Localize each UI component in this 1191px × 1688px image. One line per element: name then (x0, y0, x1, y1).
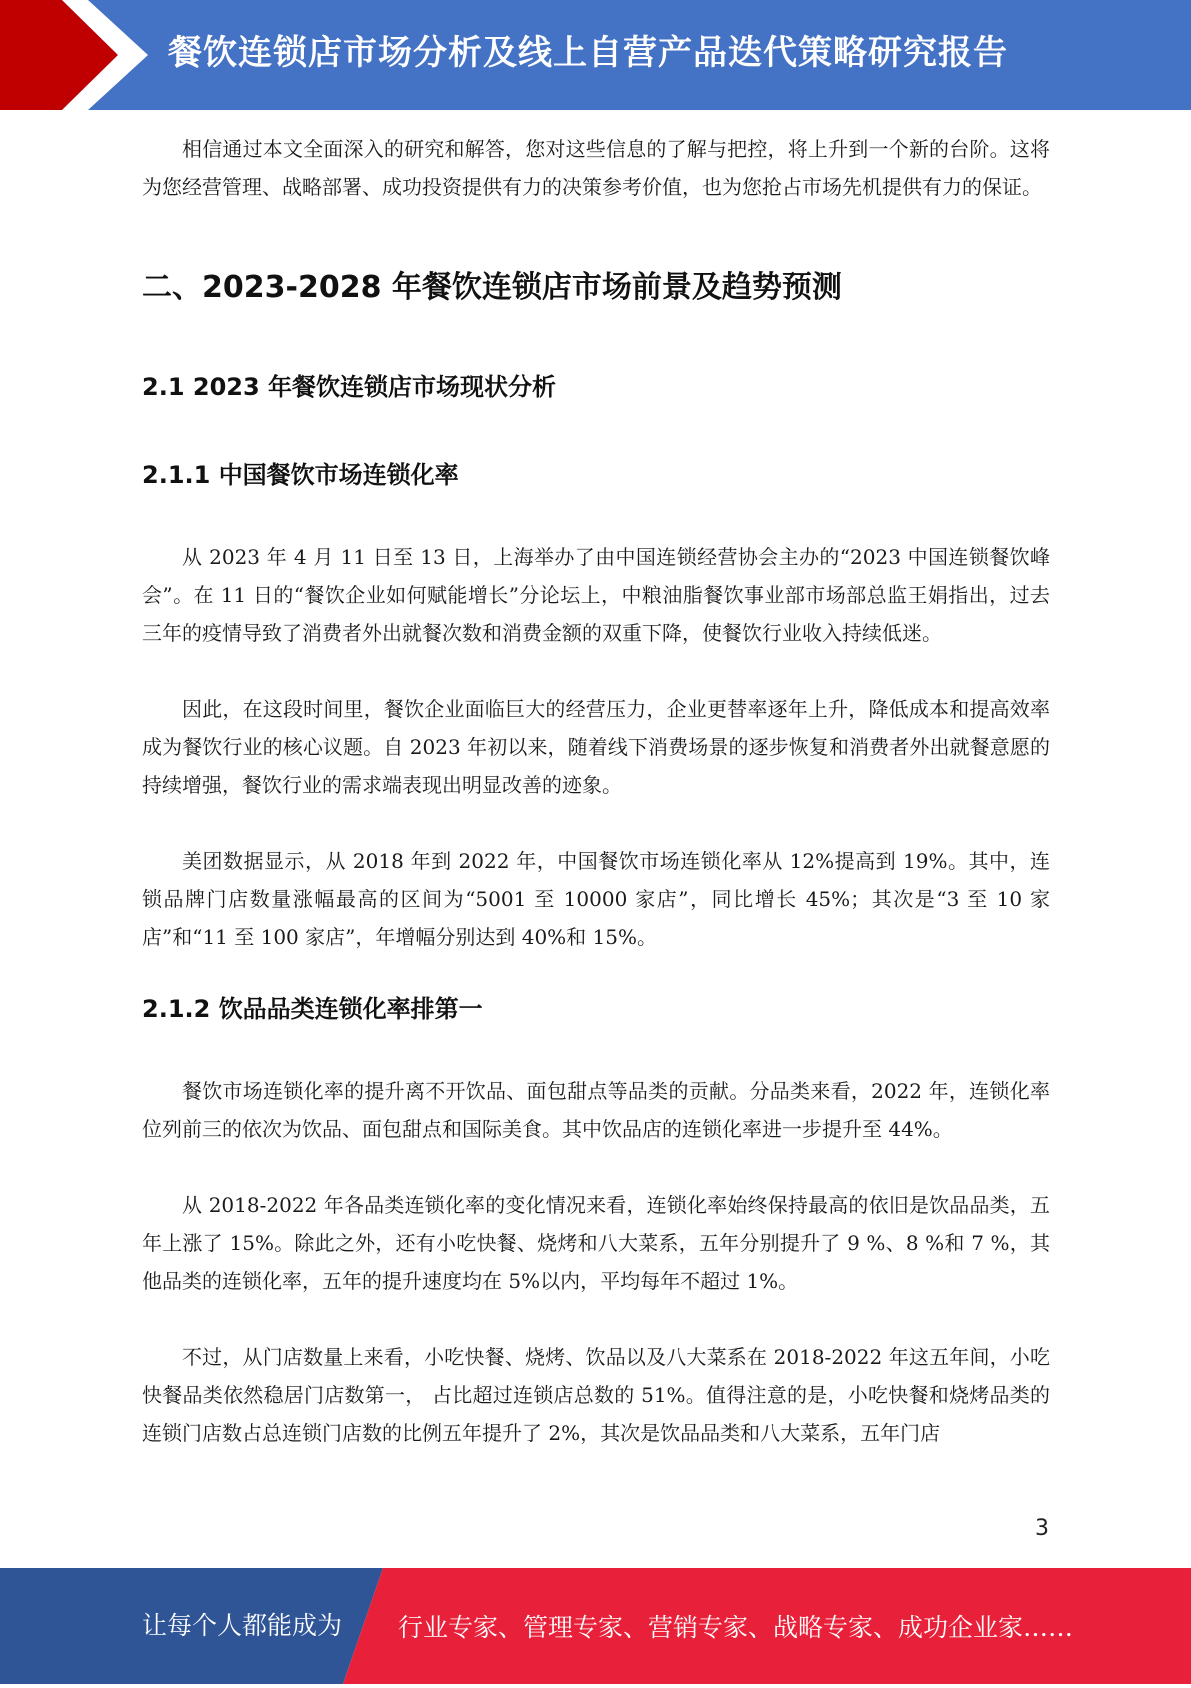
intro-paragraph: 相信通过本文全面深入的研究和解答，您对这些信息的了解与把控，将上升到一个新的台阶。这将为您经营管理、战略部署、成功投资提供有力的决策参考价值，也为您抢占市场先机提供有力的保证。 (142, 137, 1050, 199)
paragraph: 从 2018-2022 年各品类连锁化率的变化情况来看，连锁化率始终保持最高的依旧是饮品品类，五年上涨了 15%。除此之外，还有小吃快餐、烧烤和八大菜系，五年分别提升了 9 %、8 %和 7 %，其他品类的连锁化率，五年的提升速度均在 5%以内，平均每年不超过 1%。 (142, 1193, 1050, 1293)
paragraph: 美团数据显示，从 2018 年到 2022 年，中国餐饮市场连锁化率从 12%提高到 19%。其中，连锁品牌门店数量涨幅最高的区间为“5001 至 10000 家店”，同比增长 45%；其次是“3 至 10 家店”和“11 至 100 家店”，年增幅分别达到 40%和 15%。 (142, 849, 1050, 949)
subsection-title: 2.1 2023 年餐饮连锁店市场现状分析 (142, 373, 557, 401)
header-arrow-decoration (0, 0, 190, 110)
section-title: 二、2023-2028 年餐饮连锁店市场前景及趋势预测 (142, 270, 842, 305)
document-title: 餐饮连锁店市场分析及线上自营产品迭代策略研究报告 (168, 33, 1008, 73)
paragraph: 不过，从门店数量上来看，小吃快餐、烧烤、饮品以及八大菜系在 2018-2022 年这五年间，小吃快餐品类依然稳居门店数第一， 占比超过连锁店总数的 51%。值得注意的是，小吃快餐和烧烤品类的连锁门店数占总连锁门店数的比例五年提升了 2%，其次是饮品品类和八大菜系，五年门店 (142, 1345, 1050, 1445)
footer-banner (0, 1568, 1191, 1684)
subsubsection-title-1: 2.1.1 中国餐饮市场连锁化率 (142, 461, 459, 489)
footer-slogan-left: 让每个人都能成为 (142, 1611, 343, 1640)
header-banner (0, 0, 1191, 110)
paragraph: 从 2023 年 4 月 11 日至 13 日，上海举办了由中国连锁经营协会主办的“2023 中国连锁餐饮峰会”。在 11 日的“餐饮企业如何赋能增长”分论坛上，中粮油脂餐饮事业部市场部总监王娟指出，过去三年的疫情导致了消费者外出就餐次数和消费金额的双重下降，使餐饮行业收入持续低迷。 (142, 545, 1050, 645)
main-content (142, 130, 1050, 1452)
paragraph: 餐饮市场连锁化率的提升离不开饮品、面包甜点等品类的贡献。分品类来看，2022 年，连锁化率位列前三的依次为饮品、面包甜点和国际美食。其中饮品店的连锁化率进一步提升至 44%。 (142, 1079, 1050, 1141)
footer-slogan-right: 行业专家、管理专家、营销专家、战略专家、成功企业家…… (398, 1613, 1074, 1642)
paragraph: 因此，在这段时间里，餐饮企业面临巨大的经营压力，企业更替率逐年上升，降低成本和提高效率成为餐饮行业的核心议题。自 2023 年初以来，随着线下消费场景的逐步恢复和消费者外出就餐意愿的持续增强，餐饮行业的需求端表现出明显改善的迹象。 (142, 697, 1050, 797)
page-number: 3 (1035, 1516, 1049, 1541)
subsubsection-title-2: 2.1.2 饮品品类连锁化率排第一 (142, 995, 483, 1023)
